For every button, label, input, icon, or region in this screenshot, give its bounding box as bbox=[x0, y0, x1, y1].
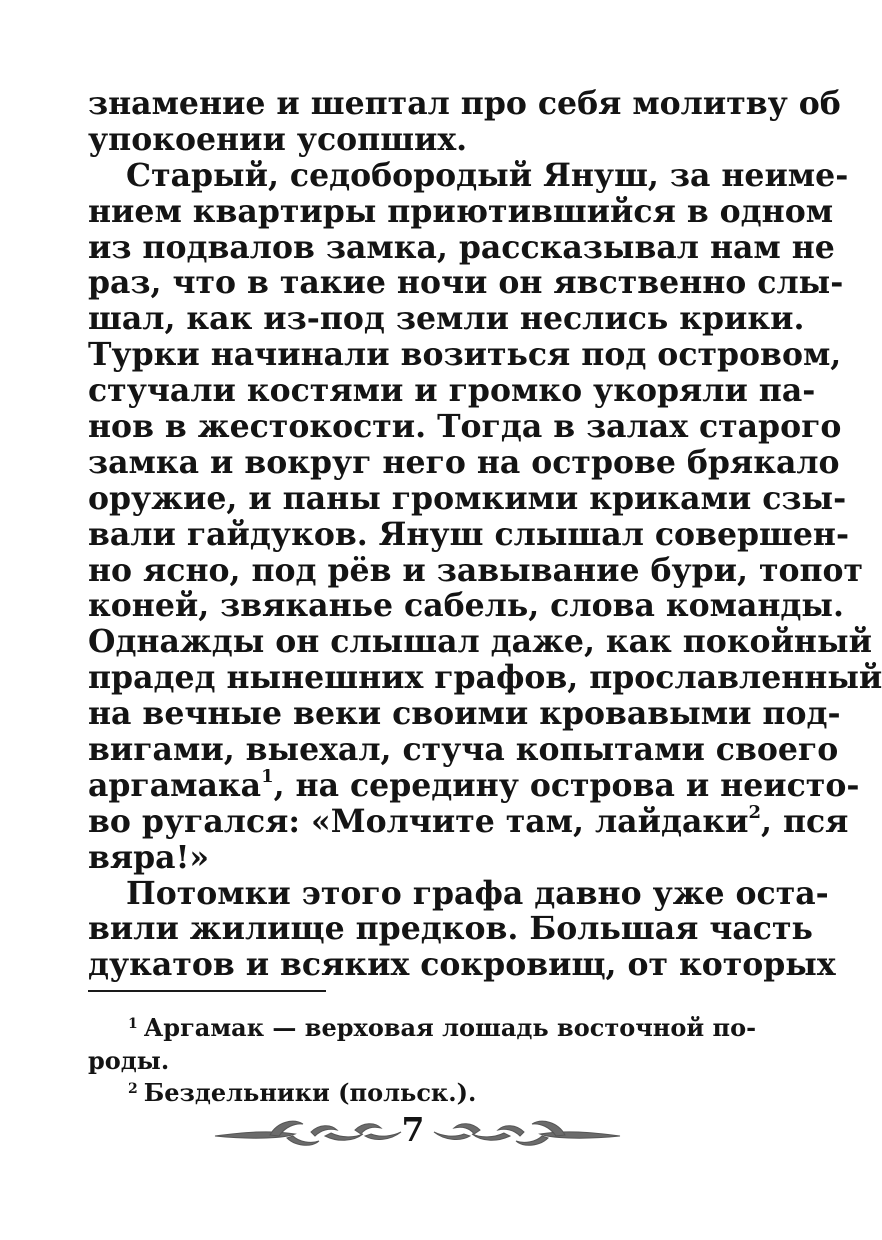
footnote-divider bbox=[88, 990, 326, 992]
footnote-mark: 1 bbox=[128, 1016, 138, 1032]
text-line: на вечные веки своими кровавыми под- bbox=[88, 695, 841, 733]
text-line: вили жилище предков. Большая часть bbox=[88, 910, 813, 948]
paragraph-start bbox=[88, 156, 849, 194]
text-fragment: , на середину острова и неисто- bbox=[273, 766, 860, 804]
footnote-text: Аргамак — верховая лошадь восточной по- bbox=[143, 1013, 757, 1042]
footnote-1-continuation: роды. bbox=[88, 1045, 170, 1075]
text-line: прадед нынешних графов, прославленный bbox=[88, 659, 882, 697]
text-line: упокоении усопших. bbox=[88, 120, 468, 158]
footnote-1 bbox=[88, 1012, 757, 1045]
text-line: Однажды он слышал даже, как покойный bbox=[88, 623, 872, 661]
page-number: 7 bbox=[401, 1110, 425, 1149]
main-text bbox=[88, 85, 882, 984]
text-line: нием квартиры приютившийся в одном bbox=[88, 192, 834, 230]
text-line: Турки начинали возиться под островом, bbox=[88, 336, 842, 374]
text-line: из подвалов замка, рассказывал нам не bbox=[88, 228, 835, 266]
text-fragment: Старый, седобородый Януш, за неиме- bbox=[126, 156, 849, 194]
footnote-ref: 1 bbox=[261, 766, 274, 788]
text-line: коней, звяканье сабель, слова команды. bbox=[88, 587, 844, 625]
right-flourish-icon bbox=[430, 1114, 620, 1152]
footnote-2 bbox=[88, 1077, 740, 1110]
footnotes bbox=[88, 1012, 757, 1110]
text-fragment: во ругался: «Молчите там, лайдаки bbox=[88, 802, 749, 840]
footnote-ref: 2 bbox=[748, 802, 762, 824]
text-line: шал, как из-под земли неслись крики. bbox=[88, 300, 805, 338]
text-line: вали гайдуков. Януш слышал совершен- bbox=[88, 515, 850, 553]
footnote-text: Бездельники (польск.). bbox=[143, 1078, 477, 1107]
text-line: оружие, и паны громкими криками сзы- bbox=[88, 479, 847, 517]
text-line-with-footnote bbox=[88, 802, 849, 840]
text-line-with-footnote bbox=[88, 766, 860, 804]
text-line: дукатов и всяких сокровищ, от которых bbox=[88, 946, 836, 984]
left-flourish-icon bbox=[215, 1114, 405, 1152]
text-line: раз, что в такие ночи он явственно слы- bbox=[88, 264, 844, 302]
text-fragment: , пся bbox=[761, 802, 849, 840]
text-fragment: аргамака bbox=[88, 766, 262, 804]
text-line: стучали костями и громко укоряли па- bbox=[88, 372, 816, 410]
text-line: вяра!» bbox=[88, 838, 210, 876]
paragraph-start bbox=[88, 874, 829, 912]
text-line: вигами, выехал, стуча копытами своего bbox=[88, 731, 839, 769]
text-line: но ясно, под рёв и завывание бури, топот bbox=[88, 551, 864, 589]
text-fragment: Потомки этого графа давно уже оста- bbox=[126, 874, 829, 912]
text-line: замка и вокруг него на острове брякало bbox=[88, 443, 840, 481]
text-line: знамение и шептал про себя молитву об bbox=[88, 85, 841, 122]
text-line: нов в жестокости. Тогда в залах старого bbox=[88, 408, 842, 446]
page-footer bbox=[0, 1108, 827, 1158]
footnote-mark: 2 bbox=[128, 1081, 138, 1097]
